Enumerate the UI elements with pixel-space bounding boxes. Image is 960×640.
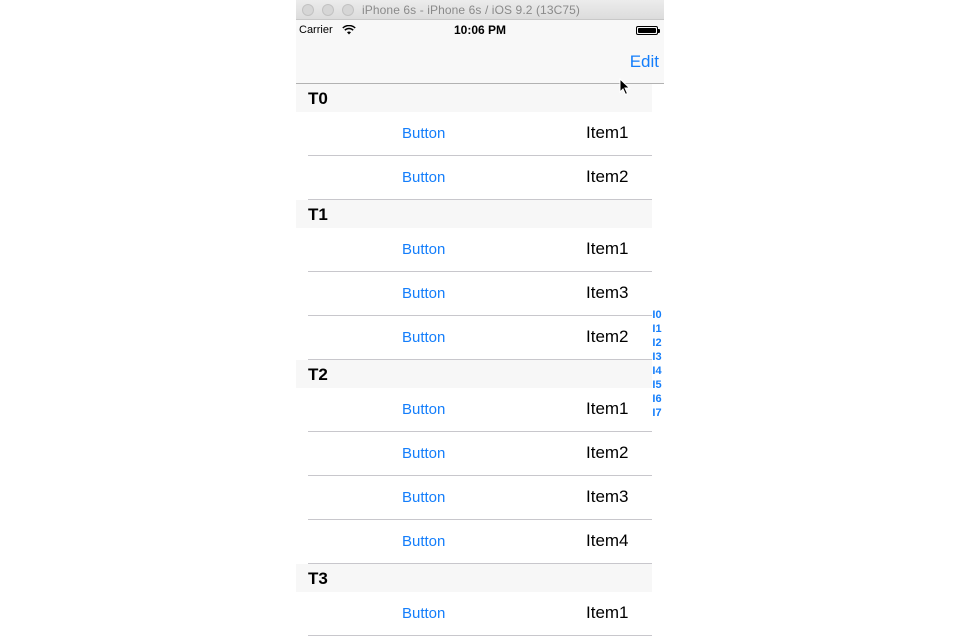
row-label: Item2	[586, 443, 629, 462]
table-row[interactable]	[296, 112, 652, 156]
table-view[interactable]	[296, 84, 664, 636]
row-label: Item1	[586, 123, 629, 142]
mouse-cursor-icon	[619, 78, 631, 96]
row-button[interactable]: Button	[402, 329, 446, 346]
section-index-item[interactable]: I6	[652, 393, 662, 405]
section-header	[296, 200, 652, 228]
section-title: T1	[308, 205, 328, 224]
row-separator	[308, 635, 652, 636]
table-row[interactable]	[296, 272, 652, 316]
section-header	[296, 360, 652, 388]
section-index-item[interactable]: I0	[652, 309, 662, 321]
section-index-item[interactable]: I5	[652, 379, 662, 391]
row-button[interactable]: Button	[402, 401, 446, 418]
battery-icon	[636, 26, 658, 35]
table-row[interactable]	[296, 476, 652, 520]
zoom-window-button[interactable]	[342, 4, 354, 16]
table-row[interactable]	[296, 388, 652, 432]
table-row[interactable]	[296, 432, 652, 476]
row-label: Item1	[586, 399, 629, 418]
row-label: Item2	[586, 327, 629, 346]
table-row[interactable]	[296, 316, 652, 360]
simulator-window	[296, 0, 664, 640]
window-title: iPhone 6s - iPhone 6s / iOS 9.2 (13C75)	[362, 3, 581, 17]
row-button[interactable]: Button	[402, 445, 446, 462]
row-button[interactable]: Button	[402, 489, 446, 506]
section-index-item[interactable]: I7	[652, 407, 662, 419]
section-index-item[interactable]: I3	[652, 351, 662, 363]
carrier-label: Carrier	[299, 24, 333, 36]
section-index[interactable]	[651, 308, 663, 420]
section-title: T0	[308, 89, 328, 108]
section-index-item[interactable]: I2	[652, 337, 662, 349]
table-row[interactable]	[296, 520, 652, 564]
section-index-item[interactable]: I4	[652, 365, 662, 377]
row-label: Item4	[586, 531, 629, 550]
close-window-button[interactable]	[302, 4, 314, 16]
row-button[interactable]: Button	[402, 169, 446, 186]
row-button[interactable]: Button	[402, 125, 446, 142]
row-label: Item1	[586, 239, 629, 258]
row-label: Item2	[586, 167, 629, 186]
status-bar	[296, 20, 664, 40]
row-label: Item3	[586, 487, 629, 506]
table-row[interactable]	[296, 228, 652, 272]
status-time: 10:06 PM	[453, 23, 507, 37]
row-label: Item3	[586, 283, 629, 302]
row-button[interactable]: Button	[402, 605, 446, 622]
section-index-item[interactable]: I1	[652, 323, 662, 335]
table-row[interactable]	[296, 156, 652, 200]
row-button[interactable]: Button	[402, 285, 446, 302]
table-row[interactable]	[296, 592, 652, 636]
row-button[interactable]: Button	[402, 241, 446, 258]
section-title: T2	[308, 365, 328, 384]
section-header	[296, 564, 652, 592]
edit-button[interactable]: Edit	[629, 52, 659, 71]
simulator-titlebar[interactable]	[296, 0, 664, 20]
row-button[interactable]: Button	[402, 533, 446, 550]
row-label: Item1	[586, 603, 629, 622]
minimize-window-button[interactable]	[322, 4, 334, 16]
section-header	[296, 84, 652, 112]
section-title: T3	[308, 569, 328, 588]
navigation-bar	[296, 40, 664, 84]
